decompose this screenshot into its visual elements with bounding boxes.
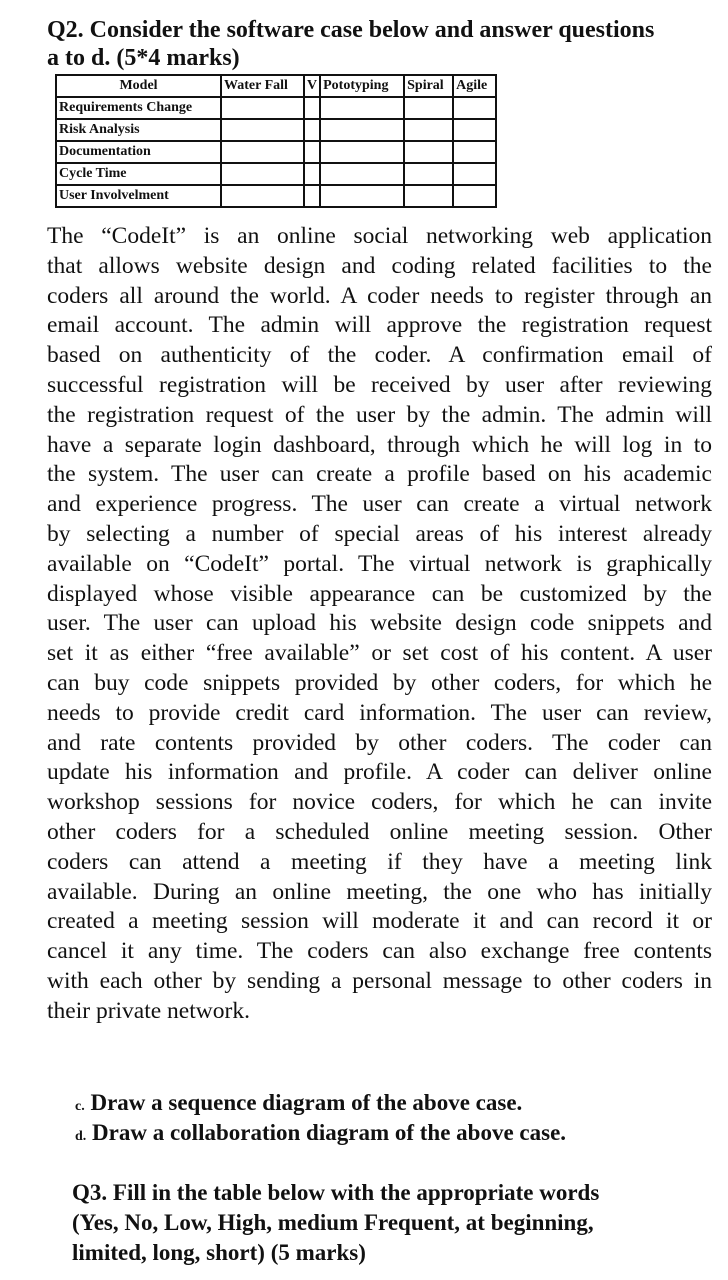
header-waterfall: Water Fall xyxy=(221,75,304,97)
case-text-line: have a separate login dashboard, through which he will log in to xyxy=(47,431,712,458)
empty-cell xyxy=(453,97,496,119)
empty-cell xyxy=(221,163,304,185)
empty-cell xyxy=(404,119,453,141)
case-text-line: cancel it any time. The coders can also exchange free contents xyxy=(47,938,712,965)
case-description xyxy=(47,222,712,1027)
case-text-line: and rate contents provided by other coders. The coder can xyxy=(47,729,712,756)
question-c-text: Draw a sequence diagram of the above case. xyxy=(90,1090,523,1115)
case-text-line: The “CodeIt” is an online social networking web application xyxy=(47,223,712,249)
case-text-line: set it as either “free available” or set cost of his content. A user xyxy=(47,640,712,667)
header-spiral: Spiral xyxy=(404,75,453,97)
empty-cell xyxy=(320,97,404,119)
case-text-line: based on authenticity of the coder. A confirmation email of xyxy=(47,342,712,369)
empty-cell xyxy=(304,141,320,163)
case-text-line: successful registration will be received by user after reviewing xyxy=(47,371,712,398)
empty-cell xyxy=(221,141,304,163)
table-row xyxy=(56,97,496,119)
case-text-line: with each other by sending a personal message to other coders in xyxy=(47,967,712,994)
models-table xyxy=(55,74,497,208)
question-c-marker: c. xyxy=(75,1099,85,1114)
case-text-line: created a meeting session will moderate it and can record it or xyxy=(47,908,712,935)
case-text-line: coders all around the world. A coder needs to register through an xyxy=(47,282,712,309)
empty-cell xyxy=(404,97,453,119)
case-text-line: available on “CodeIt” portal. The virtual network is graphically xyxy=(47,550,712,577)
case-text-line: their private network. xyxy=(47,997,250,1024)
case-text-line: that allows website design and coding related facilities to the xyxy=(47,252,712,279)
empty-cell xyxy=(320,119,404,141)
case-text-line: email account. The admin will approve the registration request xyxy=(47,312,712,339)
table-header-row xyxy=(56,75,496,97)
row-label: Requirements Change xyxy=(56,97,221,119)
empty-cell xyxy=(320,141,404,163)
empty-cell xyxy=(304,119,320,141)
case-text-line: workshop sessions for novice coders, for which he can invite xyxy=(47,789,712,816)
row-label: Cycle Time xyxy=(56,163,221,185)
empty-cell xyxy=(320,163,404,185)
header-agile: Agile xyxy=(453,75,496,97)
question-d-text: Draw a collaboration diagram of the above case. xyxy=(92,1120,567,1145)
table-row xyxy=(56,141,496,163)
case-text-line: the registration request of the user by the admin. The admin will xyxy=(47,401,712,428)
q3-line2: (Yes, No, Low, High, medium Frequent, at beginning, xyxy=(72,1210,594,1235)
case-text-line: available. During an online meeting, the one who has initially xyxy=(47,878,712,905)
q3-line1: Q3. Fill in the table below with the appropriate words xyxy=(72,1180,600,1205)
table-row xyxy=(56,119,496,141)
q2-title-line1: Q2. Consider the software case below and answer questions xyxy=(47,17,655,43)
q3-block xyxy=(72,1178,599,1268)
case-text-line: coders can attend a meeting if they have a meeting link xyxy=(47,848,712,875)
case-text-line: can buy code snippets provided by other coders, for which he xyxy=(47,669,712,696)
case-text-line: displayed whose visible appearance can be customized by the xyxy=(47,580,712,607)
case-text-line: needs to provide credit card information. The user can review, xyxy=(47,699,712,726)
case-text-line: other coders for a scheduled online meeting session. Other xyxy=(47,818,712,845)
empty-cell xyxy=(304,185,320,207)
header-prototyping: Pototyping xyxy=(320,75,404,97)
q2-title-line2: a to d. (5*4 marks) xyxy=(47,45,240,71)
empty-cell xyxy=(320,185,404,207)
empty-cell xyxy=(453,141,496,163)
case-text-line: update his information and profile. A coder can deliver online xyxy=(47,759,712,786)
table-row xyxy=(56,163,496,185)
question-d-marker: d. xyxy=(75,1129,87,1144)
case-text-line: by selecting a number of special areas of his interest already xyxy=(47,520,712,547)
header-v: V xyxy=(304,75,320,97)
empty-cell xyxy=(453,119,496,141)
empty-cell xyxy=(221,185,304,207)
row-label: Documentation xyxy=(56,141,221,163)
table-row xyxy=(56,185,496,207)
empty-cell xyxy=(453,185,496,207)
empty-cell xyxy=(404,185,453,207)
empty-cell xyxy=(304,97,320,119)
case-text-line: user. The user can upload his website design code snippets and xyxy=(47,610,712,637)
q3-line3: limited, long, short) (5 marks) xyxy=(72,1240,366,1265)
case-text-line: and experience progress. The user can create a virtual network xyxy=(47,491,712,518)
empty-cell xyxy=(404,163,453,185)
empty-cell xyxy=(404,141,453,163)
header-model: Model xyxy=(56,75,221,97)
empty-cell xyxy=(304,163,320,185)
empty-cell xyxy=(453,163,496,185)
case-text-line: the system. The user can create a profile based on his academic xyxy=(47,461,712,488)
question-d xyxy=(75,1120,566,1146)
empty-cell xyxy=(221,119,304,141)
row-label: Risk Analysis xyxy=(56,119,221,141)
empty-cell xyxy=(221,97,304,119)
question-c xyxy=(75,1090,522,1116)
row-label: User Involvelment xyxy=(56,185,221,207)
